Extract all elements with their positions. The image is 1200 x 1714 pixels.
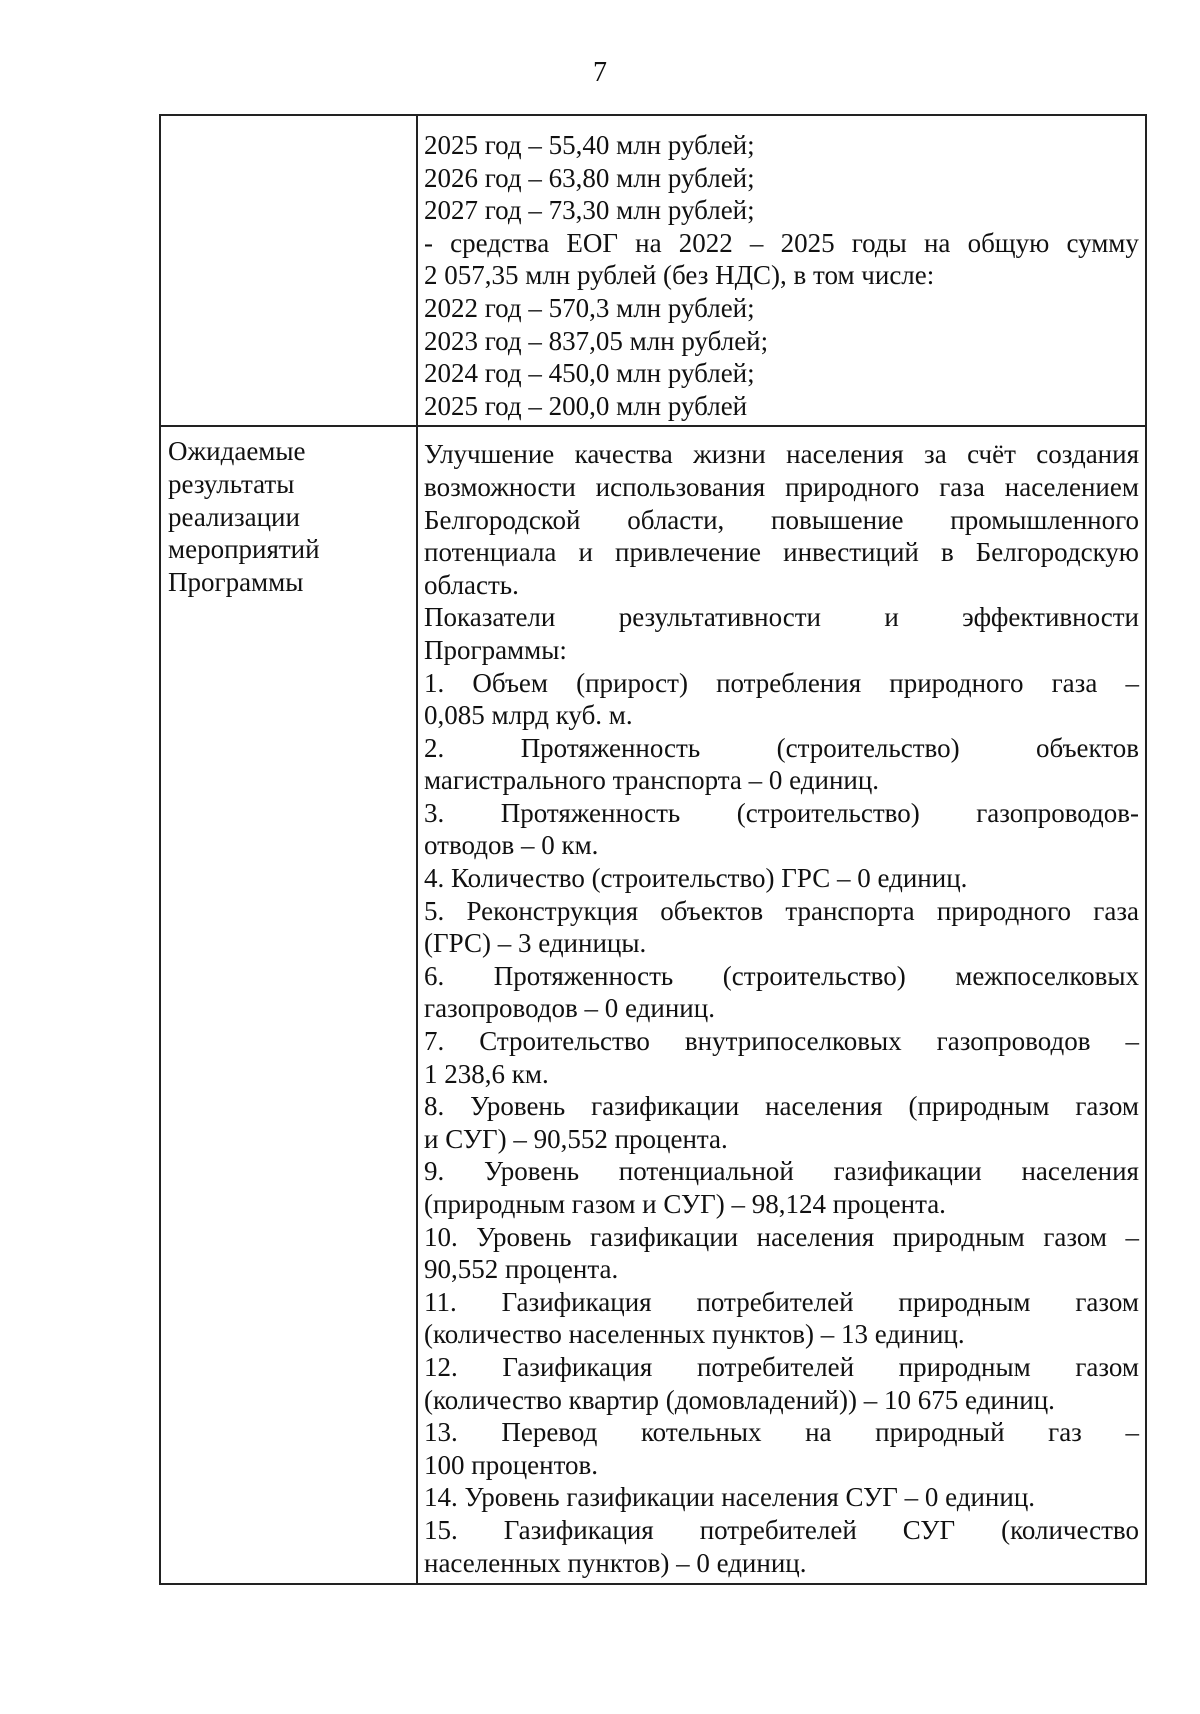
row-label-cell	[160, 115, 417, 426]
row-content-cell	[417, 115, 1146, 426]
text-line: 3. Протяженность (строительство) газопроводов-	[424, 797, 1139, 828]
text-line: 2 057,35 млн рублей (без НДС), в том числе:	[424, 260, 935, 291]
text-line: 2. Протяженность (строительство) объектов	[424, 732, 1139, 763]
text-line: 1 238,6 км.	[424, 1058, 549, 1089]
text-line: 11. Газификация потребителей природным газом	[424, 1286, 1139, 1317]
text-line: 10. Уровень газификации населения природным газом –	[424, 1221, 1139, 1252]
text-line: (количество квартир (домовладений)) – 10 675 единиц.	[424, 1384, 1055, 1415]
text-line: 2026 год – 63,80 млн рублей;	[424, 162, 755, 193]
text-line: (природным газом и СУГ) – 98,124 процента.	[424, 1189, 946, 1219]
text-line: возможности использования природного газа населением	[424, 471, 1139, 502]
row-label-cell	[160, 426, 417, 1584]
text-line: потенциала и привлечение инвестиций в Белгородскую	[424, 537, 1139, 568]
text-line: 90,552 процента.	[424, 1254, 619, 1285]
text-line: населенных пунктов) – 0 единиц.	[424, 1547, 807, 1578]
text-line: 6. Протяженность (строительство) межпоселковых	[424, 960, 1139, 991]
text-line: Улучшение качества жизни населения за счёт создания	[424, 439, 1139, 470]
text-line: 5. Реконструкция объектов транспорта природного газа	[424, 895, 1139, 926]
page-number: 7	[593, 57, 607, 88]
label-line: мероприятий	[168, 534, 320, 565]
row-content-cell	[417, 426, 1146, 1584]
text-line: 100 процентов.	[424, 1449, 599, 1480]
text-line: 9. Уровень потенциальной газификации населения	[424, 1156, 1139, 1187]
label-line: реализации	[168, 501, 300, 532]
text-line: Показатели результативности и эффективности	[424, 602, 1139, 633]
text-line: (ГРС) – 3 единицы.	[424, 928, 647, 959]
text-line: 12. Газификация потребителей природным газом	[424, 1351, 1139, 1382]
text-line: 15. Газификация потребителей СУГ (количество	[424, 1514, 1139, 1545]
table-row-expected-results	[160, 426, 1146, 1584]
label-line: результаты	[168, 468, 295, 499]
text-line: 1. Объем (прирост) потребления природного газа –	[424, 667, 1139, 698]
text-line: 2025 год – 55,40 млн рублей;	[424, 130, 755, 160]
text-line: - средства ЕОГ на 2022 – 2025 годы на общую сумму	[424, 227, 1139, 258]
text-line: 7. Строительство внутрипоселковых газопроводов –	[424, 1026, 1139, 1057]
text-line: Белгородской области, повышение промышленного	[424, 504, 1139, 535]
text-line: 8. Уровень газификации населения (природным газом	[424, 1091, 1139, 1122]
program-passport-table	[159, 114, 1147, 1585]
text-line: газопроводов – 0 единиц.	[424, 993, 715, 1024]
table-row-funding	[160, 115, 1146, 426]
text-line: магистрального транспорта – 0 единиц.	[424, 765, 880, 796]
label-line: Программы	[168, 566, 304, 597]
text-line: область.	[424, 569, 519, 600]
text-line: 2022 год – 570,3 млн рублей;	[424, 292, 755, 323]
text-line: отводов – 0 км.	[424, 830, 599, 861]
text-line: 4. Количество (строительство) ГРС – 0 единиц.	[424, 863, 968, 894]
label-line: Ожидаемые	[168, 436, 306, 467]
text-line: 2023 год – 837,05 млн рублей;	[424, 325, 769, 356]
text-line: и СУГ) – 90,552 процента.	[424, 1123, 728, 1154]
text-line: (количество населенных пунктов) – 13 единиц.	[424, 1319, 965, 1350]
text-line: 0,085 млрд куб. м.	[424, 700, 633, 731]
text-line: Программы:	[424, 634, 567, 665]
text-line: 2027 год – 73,30 млн рублей;	[424, 195, 755, 226]
text-line: 2024 год – 450,0 млн рублей;	[424, 358, 755, 389]
text-line: 13. Перевод котельных на природный газ –	[424, 1417, 1139, 1448]
text-line: 2025 год – 200,0 млн рублей	[424, 390, 748, 421]
text-line: 14. Уровень газификации населения СУГ – 0 единиц.	[424, 1482, 1036, 1513]
